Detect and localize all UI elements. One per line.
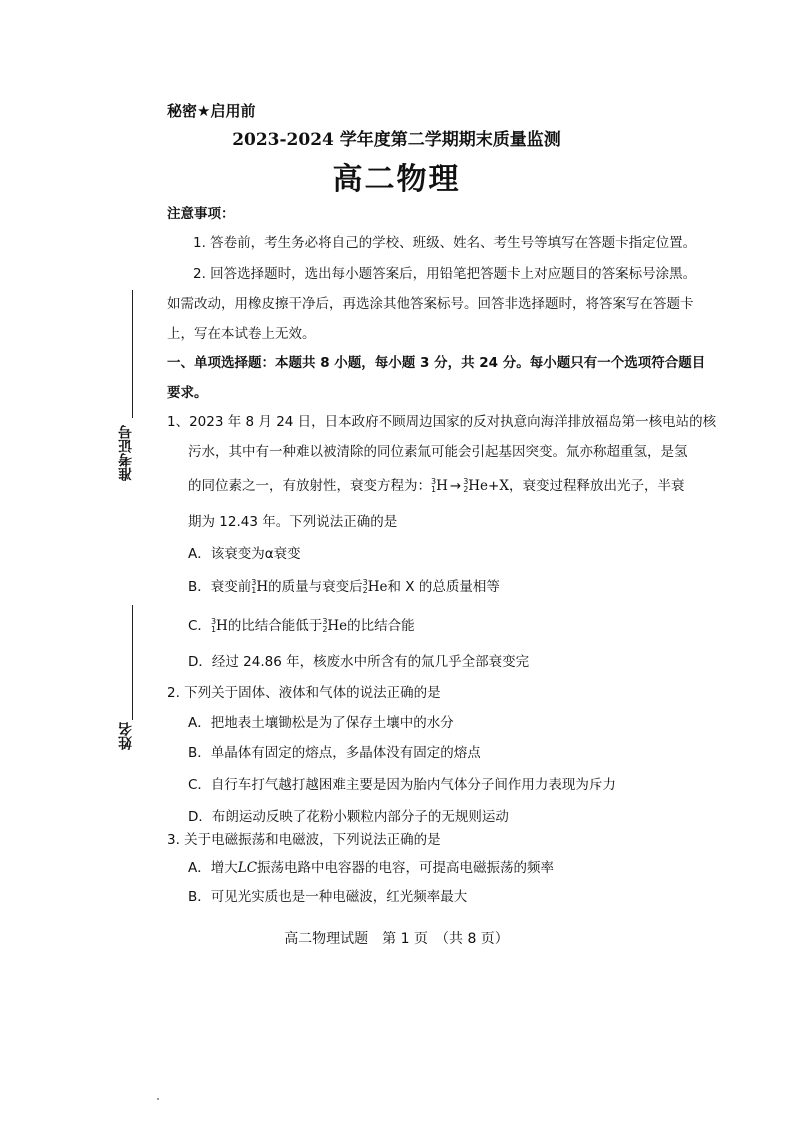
exam-number-line [132,290,133,418]
name-line [132,605,133,720]
q1-option-a: A．该衰变为α衰变 [188,546,301,562]
q1-line-3-pre: 的同位素之一，有放射性，衰变方程为： [188,478,431,494]
exam-number-label: 准考证号 [118,425,134,481]
q3-stem: 3. 关于电磁振荡和电磁波，下列说法正确的是 [167,832,441,848]
q1-line-4: 期为 12.43 年。下列说法正确的是 [188,514,398,530]
section1-line-2: 要求。 [167,385,208,401]
q2-option-a: A．把地表土壤锄松是为了保存土壤中的水分 [188,715,454,731]
decay-equation: 3 1 H → 3 2 He+X [431,477,509,494]
q3-option-b: B．可见光实质也是一种电磁波，红光频率最大 [188,889,468,905]
section1-line-1: 一、单项选择题：本题共 8 小题，每小题 3 分，共 24 分。每小题只有一个选项符合题目 [167,355,706,371]
q2-option-c: C．自行车打气越打越困难主要是因为胎内气体分子间作用力表现为斥力 [188,777,616,793]
scan-speck [157,1098,159,1100]
q1-option-d: D．经过 24.86 年，核废水中所含有的氚几乎全部衰变完 [188,654,530,670]
page-title: 高二物理 [332,162,461,197]
notice-line-1: 1. 答卷前，考生务必将自己的学校、班级、姓名、考生号等填写在答题卡指定位置。 [193,235,697,251]
notice-line-2a: 2. 回答选择题时，选出每小题答案后，用铅笔把答题卡上对应题目的答案标号涂黑。 [193,266,697,282]
q3-option-a: A．增大LC振荡电路中电容器的电容，可提高电磁振荡的频率 [188,860,555,876]
q2-option-b: B．单晶体有固定的熔点，多晶体没有固定的熔点 [188,745,481,761]
q1-line-3-post: ，衰变过程释放出光子，半衰 [508,478,685,494]
notice-heading: 注意事项： [167,206,235,222]
name-label: 姓名 [118,722,134,750]
notice-line-2c: 上，写在本试卷上无效。 [167,326,316,342]
exam-title: 2023-2024 学年度第二学期期末质量监测 [232,130,561,150]
q2-option-d: D．布朗运动反映了花粉小颗粒内部分子的无规则运动 [188,809,509,825]
page-footer: 高二物理试题 第 1 页 （共 8 页） [284,931,509,947]
secret-mark: 秘密★启用前 [167,102,256,120]
q2-stem: 2. 下列关于固体、液体和气体的说法正确的是 [167,685,441,701]
notice-line-2b: 如需改动，用橡皮擦干净后，再选涂其他答案标号。回答非选择题时，将答案写在答题卡 [167,296,694,312]
q1-line-1: 1、2023 年 8 月 24 日，日本政府不顾周边国家的反对执意向海洋排放福岛第一核电站的核 [167,414,717,430]
q1-line-3 [188,474,684,494]
q1-option-c: C． 3 1 H的比结合能低于 3 2 He的比结合能 [188,617,415,634]
q1-line-2: 污水，其中有一种难以被清除的同位素氚可能会引起基因突变。氚亦称超重氢，是氢 [188,444,688,460]
q1-option-b: B．衰变前 3 1 H的质量与衰变后 3 2 He和 X 的总质量相等 [188,578,500,595]
